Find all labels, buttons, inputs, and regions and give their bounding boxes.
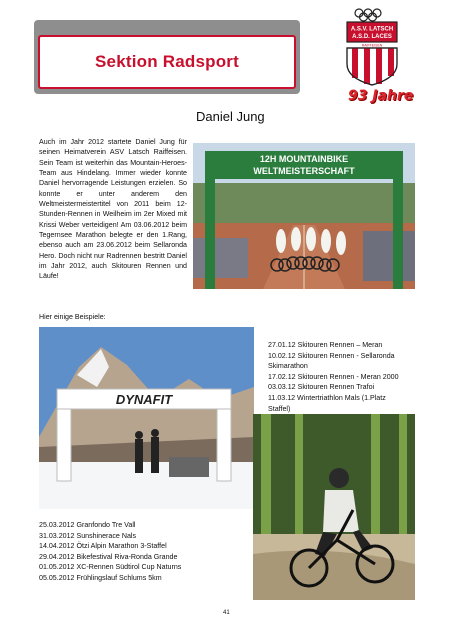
finish-banner-line2: WELTMEISTERSCHAFT [253, 166, 355, 176]
logo-line1: A.S.V. LATSCH [350, 26, 394, 33]
ski-banner: DYNAFIT [115, 392, 173, 407]
logo-line3: RAIFFEISEN [361, 43, 383, 48]
logo-line2: A.S.D. LACES [352, 34, 392, 40]
list-item: 03.03.12 Skitouren Rennen Trafoi [268, 383, 375, 392]
photo-finish-line [193, 143, 415, 289]
list-item: 29.04.2012 Bikefestival Riva-Ronda Grande [39, 552, 178, 561]
photo-mountainbike [253, 414, 415, 600]
article-body: Auch im Jahr 2012 startete Daniel Jung für seinen Heimatverein ASV Latsch Raiffeisen. Sein Team ist weiterhin das Mountain-Heroes-Team aus Hindelang. Immer wieder konnte Daniel hervorragende Leistungen erzielen. So konnte er unter anderem den Weltmeistermeistertitel von 2011 beim 12-Stunden-Rennen in Weilheim im 2er Mixed mit Krissi Weber verteidigen! Am 03.06.2012 beim Tegernsee Marathon belegte er den 1.Rang, ebenso auch am 23.06.2012 beim Sellaronda Hero. Doch nicht nur Radrennen bestritt Daniel im Jahr 2012, auch Skitouren Rennen und Läufe! [39, 138, 187, 281]
list-item: Skimarathon [268, 362, 308, 371]
list-item: 05.05.2012 Frühlingslauf Schlums 5km [39, 573, 162, 582]
finish-banner-line1: 12H MOUNTAINBIKE [259, 154, 349, 164]
list-item: 17.02.12 Skitouren Rennen - Meran 2000 [268, 372, 399, 381]
list-item: 11.03.12 Wintertriathlon Mals (1.Platz [268, 393, 386, 402]
article-subtitle: Daniel Jung [196, 109, 265, 124]
page-title: Sektion Radsport [95, 52, 239, 71]
list-item: 31.03.2012 Sunshinerace Nals [39, 531, 137, 540]
header-box [38, 35, 296, 89]
list-item: 10.02.12 Skitouren Rennen - Sellaronda [268, 351, 395, 360]
anniversary-badge: 93 Jahre [348, 88, 414, 104]
list-item: 25.03.2012 Granfondo Tre Vall [39, 521, 136, 529]
list-item: 27.01.12 Skitouren Rennen – Meran [268, 341, 383, 349]
page-number: 41 [223, 610, 230, 616]
results-bike-list [39, 520, 249, 584]
results-ski-list [268, 340, 416, 414]
club-shield-icon [344, 6, 400, 86]
list-item: Staffel) [268, 404, 291, 413]
club-logo [344, 6, 400, 86]
list-item: 14.04.2012 Ötzi Alpin Marathon 3-Staffel [39, 542, 167, 551]
photo-ski-race [39, 327, 254, 509]
list-item: 01.05.2012 XC-Rennen Südtirol Cup Naturns [39, 563, 182, 572]
examples-label: Hier einige Beispiele: [39, 313, 106, 321]
